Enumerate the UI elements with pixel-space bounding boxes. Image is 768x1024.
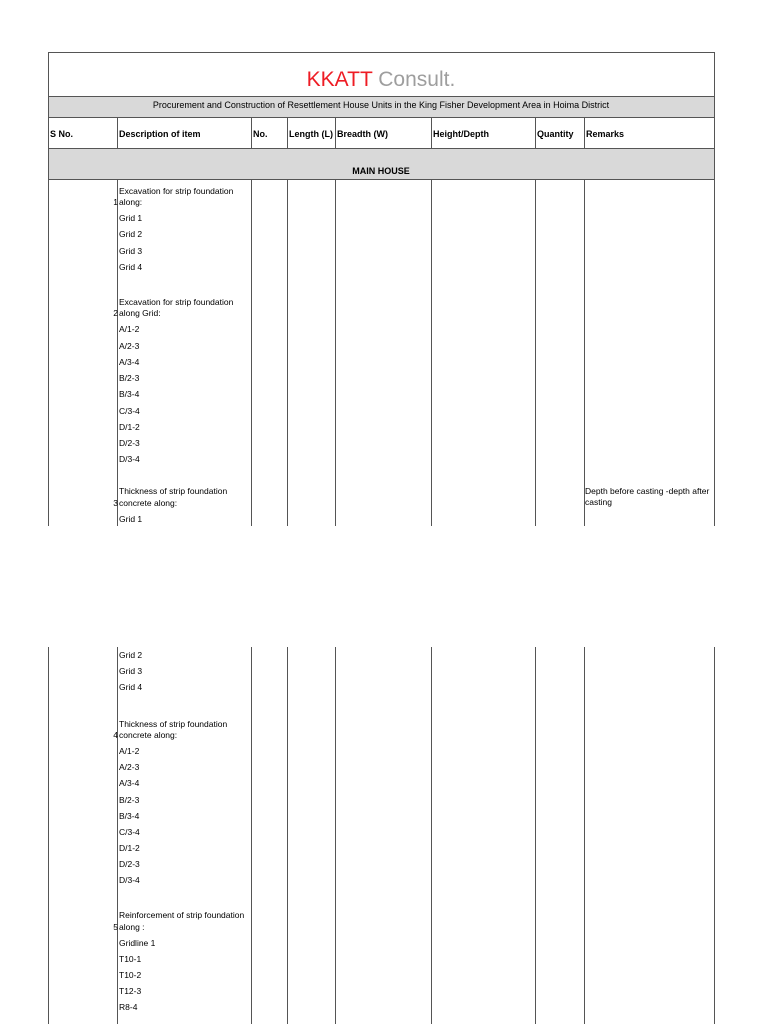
item-description: along : bbox=[119, 922, 145, 932]
col-divider bbox=[251, 179, 252, 526]
remark-line: casting bbox=[585, 497, 612, 507]
col-divider bbox=[431, 179, 432, 526]
border-header-bottom bbox=[48, 148, 715, 149]
sub-item: A/2-3 bbox=[119, 341, 140, 351]
item-description: Thickness of strip foundation bbox=[119, 719, 228, 729]
item-number: 2 bbox=[113, 308, 118, 318]
sub-item: B/2-3 bbox=[119, 795, 140, 805]
item-number: 4 bbox=[113, 730, 118, 740]
sub-item: T10-1 bbox=[119, 954, 142, 964]
item-number: 1 bbox=[113, 197, 118, 207]
col-divider bbox=[431, 117, 432, 149]
col-divider bbox=[251, 117, 252, 149]
col-header-sno: S No. bbox=[50, 129, 74, 139]
item-description: concrete along: bbox=[119, 498, 178, 508]
sub-item: B/3-4 bbox=[119, 811, 140, 821]
col-divider bbox=[584, 179, 585, 526]
item-description: Excavation for strip foundation bbox=[119, 297, 234, 307]
sub-item: D/3-4 bbox=[119, 875, 140, 885]
col-divider bbox=[287, 117, 288, 149]
brand-suffix: Consult. bbox=[378, 68, 456, 91]
sub-item: Grid 3 bbox=[119, 666, 143, 676]
sub-item: Grid 1 bbox=[119, 514, 143, 524]
sub-item: A/2-3 bbox=[119, 762, 140, 772]
item-description: Reinforcement of strip foundation bbox=[119, 910, 245, 920]
sub-item: Grid 1 bbox=[119, 213, 143, 223]
col-divider bbox=[335, 179, 336, 526]
item-remark bbox=[585, 486, 715, 508]
sub-item: T12-3 bbox=[119, 986, 142, 996]
company-title bbox=[48, 66, 714, 94]
col-header-quantity: Quantity bbox=[537, 129, 574, 139]
col-header-description: Description of item bbox=[119, 129, 201, 139]
item-description: along Grid: bbox=[119, 308, 161, 318]
sub-item: A/1-2 bbox=[119, 324, 140, 334]
col-header-no: No. bbox=[253, 129, 268, 139]
col-divider bbox=[535, 179, 536, 526]
sub-item: D/2-3 bbox=[119, 859, 140, 869]
item-description: along: bbox=[119, 197, 143, 207]
item-number: 3 bbox=[113, 498, 118, 508]
sub-item: Grid 2 bbox=[119, 650, 143, 660]
section-title: MAIN HOUSE bbox=[352, 166, 410, 176]
col-divider bbox=[584, 647, 585, 1024]
sub-item: Grid 4 bbox=[119, 262, 143, 272]
sub-item: R8-4 bbox=[119, 1002, 138, 1012]
sub-item: Grid 3 bbox=[119, 246, 143, 256]
remark-line: Depth before casting -depth after bbox=[585, 486, 710, 496]
item-description: Excavation for strip foundation bbox=[119, 186, 234, 196]
col-divider bbox=[431, 647, 432, 1024]
sub-item: Gridline 1 bbox=[119, 938, 156, 948]
col-divider bbox=[584, 117, 585, 149]
project-title: Procurement and Construction of Resettlement House Units in the King Fisher Development Area in Hoima District bbox=[152, 100, 610, 110]
sub-item: A/3-4 bbox=[119, 778, 140, 788]
col-header-height: Height/Depth bbox=[433, 129, 489, 139]
col-divider bbox=[335, 647, 336, 1024]
sub-item: Grid 4 bbox=[119, 682, 143, 692]
border-right bbox=[714, 647, 715, 1024]
col-divider bbox=[335, 117, 336, 149]
border-subtitle-bottom bbox=[48, 117, 715, 118]
border-left bbox=[48, 647, 49, 1024]
sub-item: T10-2 bbox=[119, 970, 142, 980]
col-divider bbox=[535, 117, 536, 149]
sub-item: B/3-4 bbox=[119, 389, 140, 399]
col-divider bbox=[117, 647, 118, 1024]
col-divider bbox=[287, 647, 288, 1024]
col-divider bbox=[251, 647, 252, 1024]
border-top bbox=[48, 52, 715, 53]
sub-item: D/2-3 bbox=[119, 438, 140, 448]
col-divider bbox=[117, 179, 118, 526]
sub-item: D/1-2 bbox=[119, 422, 140, 432]
brand-name: KKATT bbox=[306, 68, 373, 91]
item-number: 5 bbox=[113, 922, 118, 932]
sub-item: D/3-4 bbox=[119, 454, 140, 464]
border-right bbox=[714, 52, 715, 526]
border-section-bottom bbox=[48, 179, 715, 180]
border-title-bottom bbox=[48, 96, 715, 97]
sub-item: C/3-4 bbox=[119, 827, 140, 837]
sub-item: Grid 2 bbox=[119, 229, 143, 239]
col-header-breadth: Breadth (W) bbox=[337, 129, 388, 139]
sub-item: D/1-2 bbox=[119, 843, 140, 853]
item-description: Thickness of strip foundation bbox=[119, 486, 228, 496]
sub-item: A/1-2 bbox=[119, 746, 140, 756]
col-divider bbox=[287, 179, 288, 526]
border-left bbox=[48, 52, 49, 526]
col-divider bbox=[535, 647, 536, 1024]
sub-item: B/2-3 bbox=[119, 373, 140, 383]
item-description: concrete along: bbox=[119, 730, 178, 740]
col-divider bbox=[117, 117, 118, 149]
col-header-length: Length (L) bbox=[289, 129, 333, 139]
sub-item: A/3-4 bbox=[119, 357, 140, 367]
sub-item: C/3-4 bbox=[119, 406, 140, 416]
col-header-remarks: Remarks bbox=[586, 129, 625, 139]
